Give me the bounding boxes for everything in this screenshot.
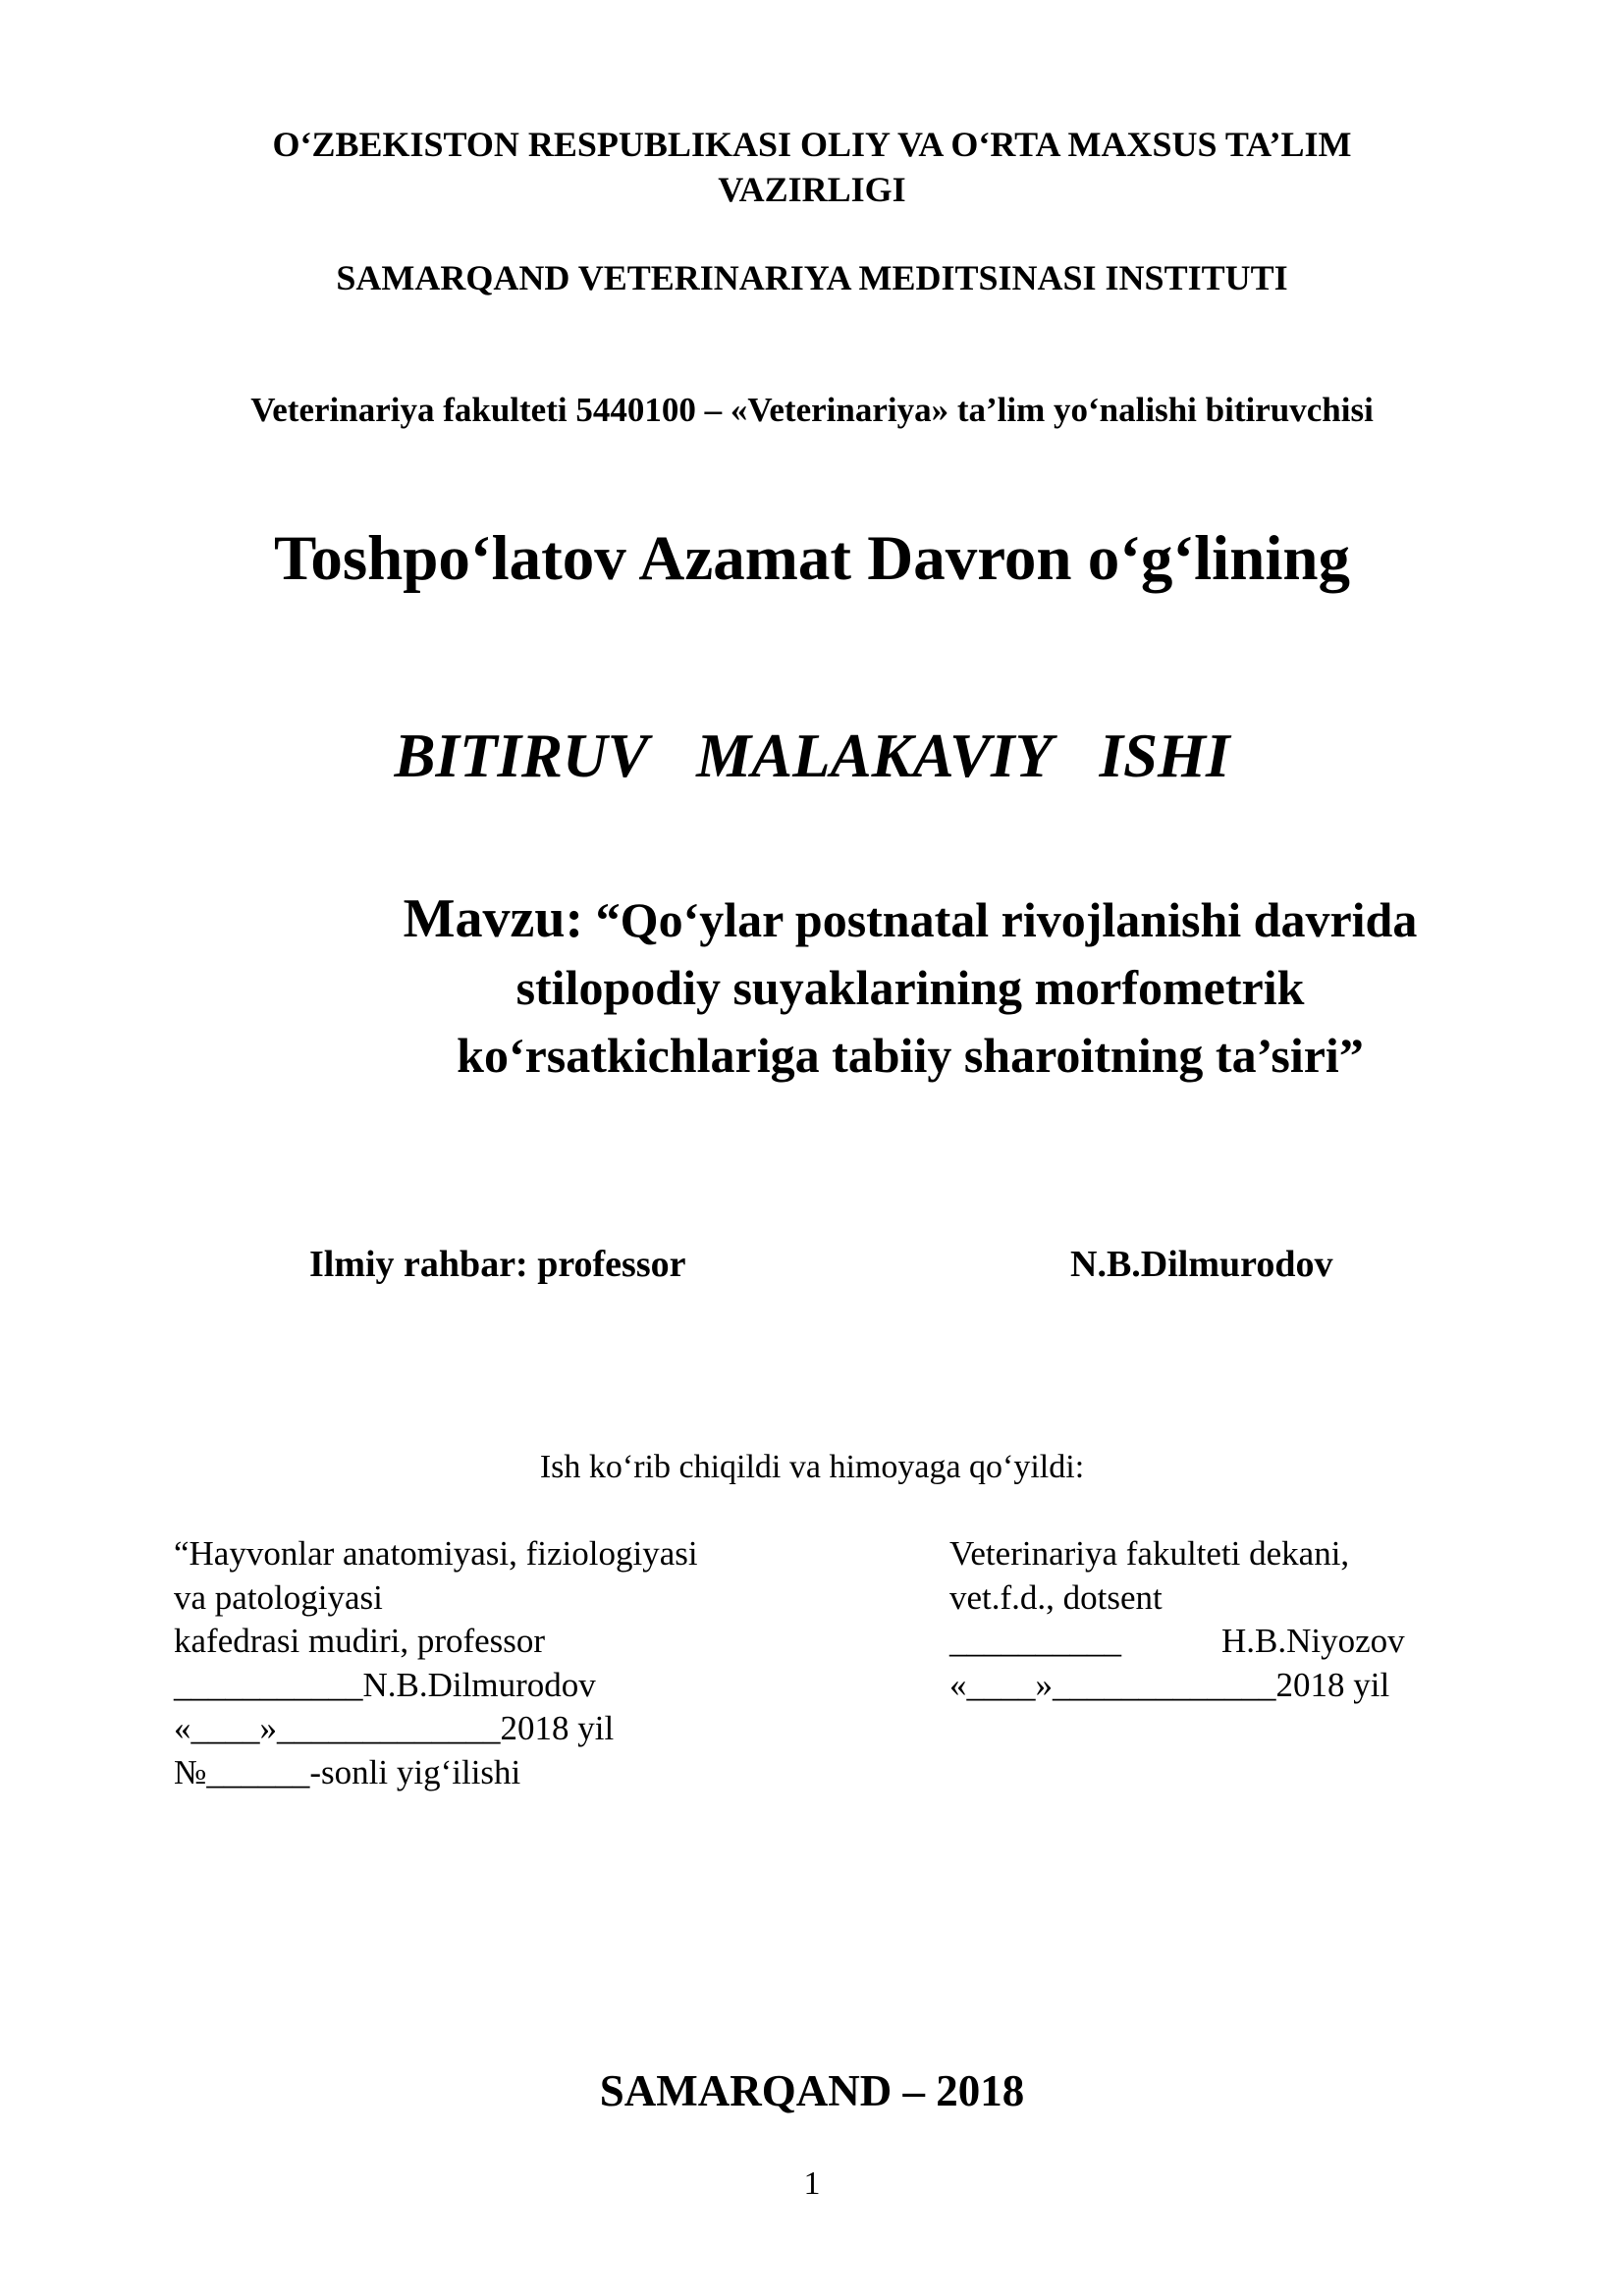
ministry-header (0, 122, 1624, 212)
approval-left-line-3: kafedrasi mudiri, professor (174, 1622, 546, 1660)
approval-left-line-4: ___________N.B.Dilmurodov (174, 1665, 596, 1704)
approval-left-line-6: №______-sonli yig‘ilishi (174, 1752, 521, 1791)
approval-right-line-1: Veterinariya fakulteti dekani, (949, 1534, 1350, 1573)
supervisor-label: Ilmiy rahbar: professor (309, 1244, 686, 1285)
approval-right-block (949, 1532, 1405, 1707)
approval-right-line-3 (949, 1620, 1405, 1664)
approval-right-line-4: «____»_____________2018 yil (949, 1665, 1390, 1704)
supervisor-name: N.B.Dilmurodov (1070, 1244, 1333, 1285)
topic-text-1: “Qo‘ylar postnatal rivojlanishi davrida (583, 892, 1418, 947)
ministry-line-1: O‘ZBEKISTON RESPUBLIKASI OLIY VA O‘RTA MAXSUS TA’LIM (272, 125, 1352, 164)
topic-line-1 (341, 885, 1480, 954)
thesis-topic (341, 885, 1480, 1090)
topic-line-2: stilopodiy suyaklarining morfometrik (515, 960, 1305, 1015)
faculty-line: Veterinariya fakulteti 5440100 – «Veterinariya» ta’lim yo‘nalishi bitiruvchisi (250, 391, 1374, 429)
student-name: Toshpo‘latov Azamat Davron o‘g‘lining (273, 523, 1351, 594)
approval-left-line-1: “Hayvonlar anatomiyasi, fiziologiyasi (174, 1534, 698, 1573)
approval-right-signature-blank: __________ (949, 1622, 1121, 1660)
topic-line-3: ko‘rsatkichlariga tabiiy sharoitning ta’siri” (457, 1028, 1364, 1083)
approval-right-line-2: vet.f.d., dotsent (949, 1577, 1163, 1617)
document-type-title: BITIRUV MALAKAVIY ISHI (394, 721, 1230, 790)
page-number: 1 (803, 2165, 821, 2202)
approval-left-line-5: «____»_____________2018 yil (174, 1709, 615, 1747)
review-note: Ish ko‘rib chiqildi va himoyaga qo‘yildi: (539, 1449, 1085, 1485)
approval-left-line-2: va patologiyasi (174, 1577, 383, 1617)
topic-label: Mavzu: (403, 888, 584, 949)
approval-left-block (174, 1532, 698, 1794)
city-year: SAMARQAND – 2018 (599, 2066, 1025, 2115)
ministry-line-2: VAZIRLIGI (718, 170, 906, 209)
institute-name: SAMARQAND VETERINARIYA MEDITSINASI INSTITUTI (336, 258, 1288, 297)
approval-right-dean-name: H.B.Niyozov (1221, 1622, 1405, 1660)
